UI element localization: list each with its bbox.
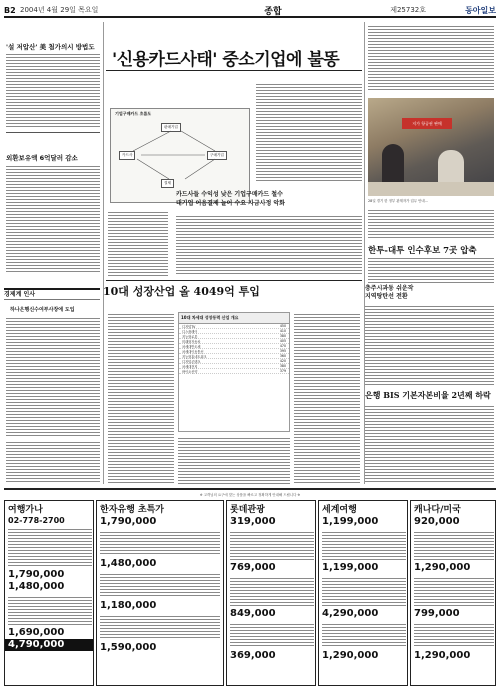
ad-text	[414, 622, 494, 648]
table-cell-budget: 450	[279, 324, 286, 328]
ad-price: 1,290,000	[322, 650, 379, 661]
travel-ad-4[interactable]	[318, 500, 408, 686]
ad-price: 4,290,000	[322, 608, 379, 619]
right-headline-2	[365, 285, 413, 301]
right-article-text-4	[365, 404, 494, 484]
main-article-text-2	[108, 210, 168, 276]
ad-price: 319,000	[230, 516, 276, 527]
ad-banner-strip: ※ 고객님의 요구에 맞는 상품을 빠르고 정확하게 안내해 드립니다 ※	[199, 493, 301, 497]
headline-rule	[106, 70, 362, 71]
news-photo	[368, 98, 494, 196]
main-headline: '신용카드사태' 중소기업에 불똥	[112, 50, 340, 70]
table-cell-industry: 디지털TV	[182, 324, 196, 329]
ad-phone: 02-778-2700	[8, 516, 65, 525]
table-cell-budget: 405	[279, 339, 286, 343]
ad-text	[230, 622, 314, 648]
econ-people-title: 경제계 인사	[4, 291, 36, 298]
middle-article-text-2	[178, 436, 290, 484]
newspaper-logo: 동아일보	[465, 4, 496, 15]
ad-price: 1,290,000	[414, 562, 471, 573]
advertisement-section	[4, 488, 496, 687]
right-article-text-2	[368, 256, 494, 284]
table-cell-industry: 지능형로봇	[182, 334, 198, 339]
ad-text	[230, 576, 314, 606]
photo-counter	[368, 182, 494, 196]
table-title: 10대 차세대 성장동력 산업 개요	[179, 313, 289, 324]
ad-text	[322, 622, 406, 648]
main-subheadline	[176, 190, 326, 208]
divider	[6, 132, 100, 133]
travel-ad-2[interactable]	[96, 500, 224, 686]
table-cell-budget: 410	[279, 329, 286, 333]
ad-text	[414, 576, 494, 606]
card-flow-diagram	[110, 108, 250, 203]
ad-text	[8, 527, 92, 567]
table-row	[179, 369, 289, 374]
table-cell-industry: 차세대전지	[182, 364, 198, 369]
ad-price: 799,000	[414, 608, 460, 619]
right-article-text-3	[365, 304, 494, 386]
ad-brand: 여행가나	[8, 505, 43, 515]
table-cell-budget: 420	[279, 359, 286, 363]
travel-ad-1[interactable]	[4, 500, 94, 686]
page-number: B2	[4, 5, 16, 15]
ad-price: 1,480,000	[100, 558, 157, 569]
diagram-title: 기업구매카드 흐름도	[115, 111, 152, 116]
right-headline-2-line-1: 충주시과동 쉬운작	[365, 285, 414, 292]
kicker-line-1: 카드사들 수익성 낮은 기업구매카드 철수	[176, 191, 283, 198]
ad-price: 1,180,000	[100, 600, 157, 611]
middle-article-text-1	[108, 312, 174, 484]
right-headline-1: 한투-대투 인수후보 7곳 압축	[368, 246, 477, 256]
table-cell-budget: 380	[279, 334, 286, 338]
right-headline-3: 은행 BIS 기본자본비율 2년째 하락	[365, 390, 491, 400]
ad-price: 1,690,000	[8, 627, 65, 638]
ad-price: 369,000	[230, 650, 276, 661]
left-article-1-text	[6, 52, 100, 128]
main-article-text-3	[176, 214, 362, 276]
ad-brand: 롯데관광	[230, 505, 265, 515]
table-cell-budget: 470	[279, 344, 286, 348]
ad-text	[230, 530, 314, 560]
kicker-line-2: 대기업 어음결제 늘어 수요 자금사정 악화	[176, 200, 285, 207]
ad-price: 1,590,000	[100, 642, 157, 653]
diagram-node-payment: 결제	[161, 179, 174, 188]
ad-price: 1,199,000	[322, 562, 379, 573]
left-article-2-text	[6, 164, 100, 272]
table-cell-industry: 차세대이동통신	[182, 349, 204, 354]
ad-price: 849,000	[230, 608, 276, 619]
ad-text	[100, 530, 220, 556]
photo-sign: 저가 항공권 판매	[402, 118, 452, 129]
left-article-4-text	[6, 440, 100, 482]
left-section-box	[4, 288, 100, 300]
page-header	[4, 4, 496, 18]
issue-date: 2004년 4월 29일 목요일	[20, 6, 99, 14]
ad-price: 4,790,000	[5, 639, 93, 651]
issue-number: 제25732호	[390, 6, 426, 14]
table-cell-industry: 차세대반도체	[182, 344, 201, 349]
table-cell-budget: 379	[279, 369, 286, 373]
ad-brand: 캐나다/미국	[414, 505, 461, 515]
ad-text	[8, 595, 92, 625]
caption-text	[368, 208, 494, 238]
travel-ad-3[interactable]	[226, 500, 316, 686]
ad-price: 1,199,000	[322, 516, 379, 527]
left-headline-3-sub: 하나은행신수여부사장에 도입	[10, 307, 75, 313]
ad-brand: 세계여행	[322, 505, 357, 515]
table-cell-industry: 디지털콘텐츠	[182, 359, 201, 364]
table-cell-budget: 395	[279, 349, 286, 353]
diagram-node-buyer: 구매기업	[207, 151, 227, 160]
section-rule	[106, 280, 362, 281]
ad-price: 1,480,000	[8, 581, 65, 592]
table-cell-industry: 바이오신약	[182, 369, 198, 374]
main-article-text-1	[256, 82, 362, 182]
ad-price: 1,790,000	[8, 569, 65, 580]
table-cell-industry: 미래형자동차	[182, 339, 201, 344]
diagram-node-card-company: 카드사	[119, 151, 135, 160]
ad-brand: 한자유행 초특가	[100, 505, 164, 515]
middle-article-text-3	[294, 312, 360, 484]
ad-text	[100, 572, 220, 598]
ad-text	[322, 530, 406, 560]
table-cell-budget: 380	[279, 364, 286, 368]
ad-price: 920,000	[414, 516, 460, 527]
ad-text	[322, 576, 406, 606]
ad-price: 1,290,000	[414, 650, 471, 661]
column-divider	[103, 22, 104, 484]
left-headline-1: '설 저압산' 美 첨가의시 방법도	[6, 43, 95, 51]
diagram-node-seller: 판매기업	[161, 123, 181, 132]
left-article-3-text	[6, 316, 100, 436]
travel-ad-5[interactable]	[410, 500, 496, 686]
photo-caption: 28일 경기 한 정부 관계자가 업무 안내...	[368, 199, 428, 203]
ad-text	[414, 530, 494, 560]
ad-price: 1,790,000	[100, 516, 157, 527]
ad-price: 769,000	[230, 562, 276, 573]
table-cell-industry: 지능형홈네트워크	[182, 354, 207, 359]
middle-headline: 10대 성장산업 올 4049억 투입	[103, 285, 260, 298]
section-title: 종합	[264, 6, 282, 17]
left-headline-2: 외환보유액 6억달러 감소	[6, 154, 78, 162]
right-article-text-1	[368, 24, 494, 92]
right-headline-2-line-2: 지역탕탄선 전환	[365, 293, 408, 300]
table-cell-industry: 디스플레이	[182, 329, 198, 334]
table-cell-budget: 360	[279, 354, 286, 358]
growth-industry-table	[178, 312, 290, 432]
ad-text	[100, 614, 220, 640]
